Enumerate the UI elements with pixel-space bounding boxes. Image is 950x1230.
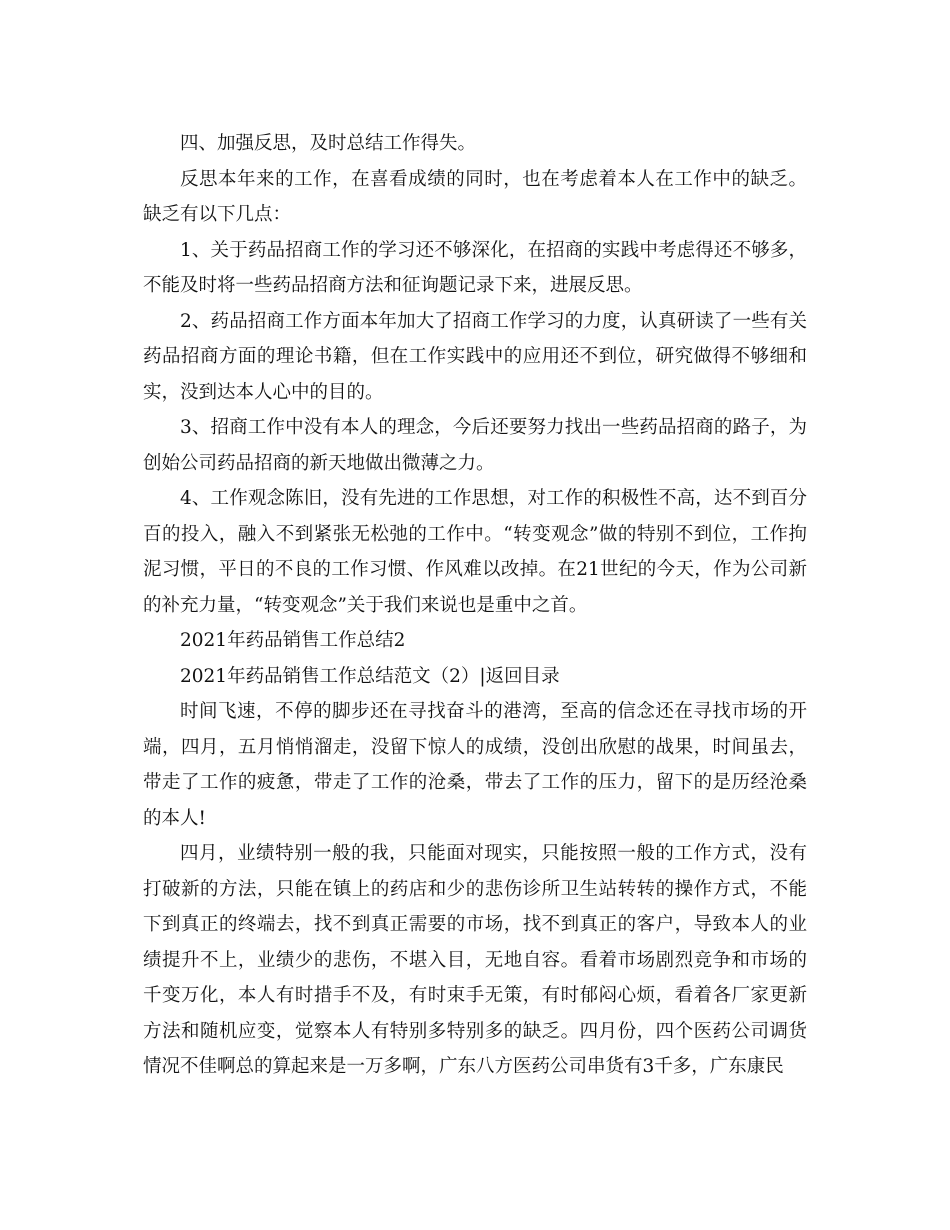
paragraph-point-1: 1、关于药品招商工作的学习还不够深化，在招商的实践中考虑得还不够多，不能及时将一些药品招商方法和征询题记录下来，进展反思。	[143, 239, 807, 296]
section-heading	[143, 659, 807, 695]
paragraph-time-flies: 时间飞速，不停的脚步还在寻找奋斗的港湾，至高的信念还在寻找市场的开端，四月，五月悄悄溜走，没留下惊人的成绩，没创出欣慰的战果，时间虽去，带走了工作的疲惫，带走了工作的沧桑，带去了工作的压力，留下的是历经沧桑的本人!	[143, 701, 807, 829]
paragraph-point-3: 3、招商工作中没有本人的理念，今后还要努力找出一些药品招商的路子，为创始公司药品招商的新天地做出微薄之力。	[143, 417, 807, 474]
paragraph-point-4: 4、工作观念陈旧，没有先进的工作思想，对工作的积极性不高，达不到百分百的投入，融入不到紧张无松弛的工作中。“转变观念”做的特别不到位，工作拘泥习惯，平日的不良的工作习惯、作风难以改掉。在21世纪的今天，作为公司新的补充力量，“转变观念”关于我们来说也是重中之首。	[143, 488, 807, 616]
document-body	[143, 126, 807, 1085]
summary-2-title: 2021年药品销售工作总结2	[180, 630, 406, 651]
paragraph-april-performance: 四月，业绩特别一般的我，只能面对现实，只能按照一般的工作方式，没有打破新的方法，只能在镇上的药店和少的悲伤诊所卫生站转转的操作方式，不能下到真正的终端去，找不到真正需要的市场，找不到真正的客户，导致本人的业绩提升不上，业绩少的悲伤，不堪入目，无地自容。看着市场剧烈竞争和市场的千变万化，本人有时措手不及，有时束手无策，有时郁闷心烦，看着各厂家更新方法和随机应变，觉察本人有特别多特别多的缺乏。四月份，四个医药公司调货情况不佳啊总的算起来是一万多啊，广东八方医药公司串货有3千多，广东康民	[143, 843, 807, 1077]
back-to-toc-link[interactable]: |返回目录	[479, 665, 560, 687]
paragraph-point-2: 2、药品招商工作方面本年加大了招商工作学习的力度，认真研读了一些有关药品招商方面的理论书籍，但在工作实践中的应用还不到位，研究做得不够细和实，没到达本人心中的目的。	[143, 310, 807, 403]
section-heading-text: 2021年药品销售工作总结范文（2）	[180, 665, 480, 687]
paragraph-reflection-intro: 反思本年来的工作，在喜看成绩的同时，也在考虑着本人在工作中的缺乏。缺乏有以下几点：	[143, 168, 807, 225]
paragraph-section-four-heading: 四、加强反思，及时总结工作得失。	[180, 133, 477, 154]
